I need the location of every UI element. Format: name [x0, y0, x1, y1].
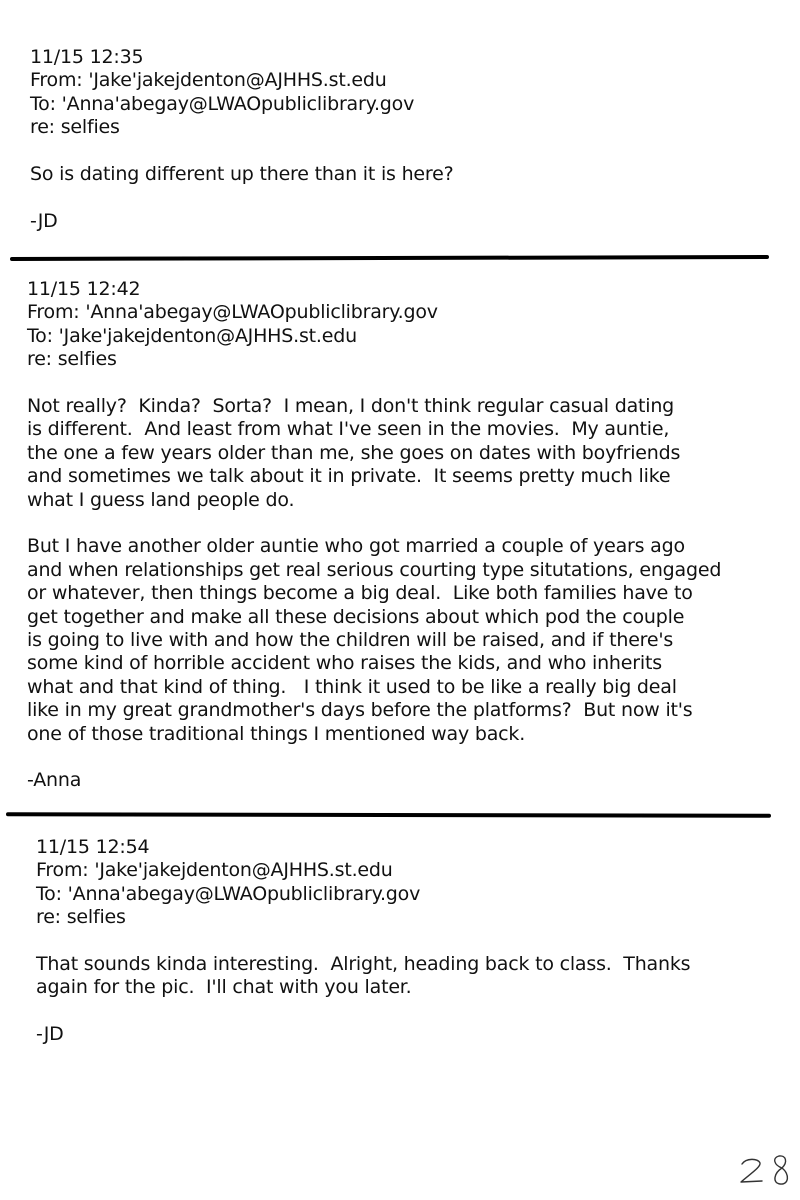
email-from: From: 'Anna'abegay@LWAOpubliclibrary.gov [27, 301, 438, 324]
divider [10, 255, 769, 261]
email-from: From: 'Jake'jakejdenton@AJHHS.st.edu [36, 859, 393, 882]
email-subject: re: selfies [27, 348, 117, 371]
email-signature: -JD [36, 1023, 64, 1046]
email-body-paragraph: So is dating different up there than it is here? [30, 163, 454, 186]
email-timestamp: 11/15 12:42 [27, 278, 141, 300]
email-message [36, 836, 690, 1047]
page-number [738, 1152, 794, 1188]
email-subject: re: selfies [30, 116, 120, 139]
email-subject: re: selfies [36, 906, 126, 929]
email-timestamp: 11/15 12:35 [30, 46, 144, 68]
divider [6, 812, 771, 818]
page-number-handwriting [738, 1152, 794, 1188]
email-signature: -Anna [27, 769, 82, 792]
email-message [27, 278, 721, 793]
email-body-paragraph: That sounds kinda interesting. Alright, heading back to class. Thanks again for the pic. I'll chat with you later. [36, 953, 691, 999]
email-to: To: 'Anna'abegay@LWAOpubliclibrary.gov [36, 882, 421, 905]
email-body-paragraph: But I have another older auntie who got married a couple of years ago and when relationships get real serious courting type situtations, engaged or whatever, then things become a big deal. Like both families have to get together and make all these decisions about which pod the couple is going to live with and how the children will be raised, and if there's some kind of horrible accident who raises the kids, and who inherits what and that kind of thing. I think it used to be like a really big deal like in my great grandmother's days before the platforms? But now it's one of those traditional things I mentioned way back. [27, 535, 722, 745]
email-to: To: 'Jake'jakejdenton@AJHHS.st.edu [27, 324, 357, 347]
email-to: To: 'Anna'abegay@LWAOpubliclibrary.gov [30, 92, 415, 115]
email-body-paragraph: Not really? Kinda? Sorta? I mean, I don't think regular casual dating is different. And least from what I've seen in the movies. My auntie, the one a few years older than me, she goes on dates with boyfriends and sometimes we talk about it in private. It seems pretty much like what I guess land people do. [27, 395, 681, 511]
email-from: From: 'Jake'jakejdenton@AJHHS.st.edu [30, 69, 387, 92]
email-timestamp: 11/15 12:54 [36, 836, 150, 858]
email-signature: -JD [30, 209, 58, 232]
email-message [30, 46, 454, 233]
